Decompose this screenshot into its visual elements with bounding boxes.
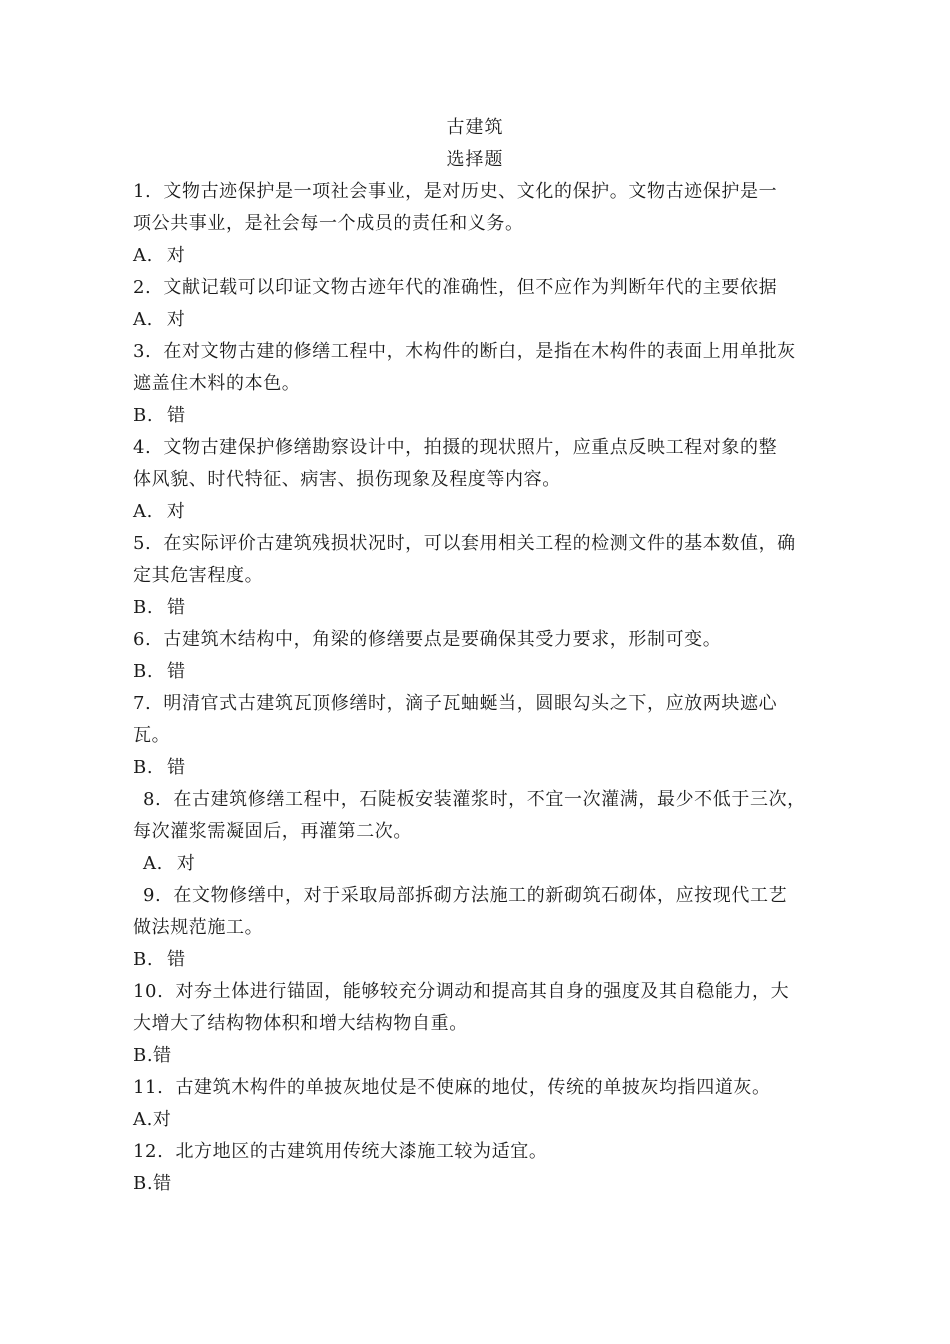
answer-4	[133, 500, 186, 524]
answer-letter: A.	[133, 1109, 153, 1130]
answer-text: 错	[167, 661, 186, 682]
answer-letter: A.	[143, 853, 163, 874]
answer-text: 错	[167, 405, 186, 426]
answer-12	[133, 1172, 172, 1196]
answer-text: 错	[167, 949, 186, 970]
question-number: 8.	[143, 789, 162, 810]
question-number: 3.	[133, 341, 152, 362]
question-9-line-2: 做法规范施工。	[133, 917, 264, 938]
section-heading: 选择题	[446, 149, 504, 170]
question-3-line-2: 遮盖住木料的本色。	[133, 373, 301, 394]
question-1-line-2: 项公共事业，是社会每一个成员的责任和义务。	[133, 213, 524, 234]
answer-letter: B.	[133, 1173, 154, 1194]
answer-7	[133, 756, 186, 780]
question-text: 古建筑木结构中，角梁的修缮要点是要确保其受力要求，形制可变。	[163, 629, 722, 650]
answer-text: 错	[153, 1173, 172, 1194]
question-text: 北方地区的古建筑用传统大漆施工较为适宜。	[175, 1141, 548, 1162]
question-text: 明清官式古建筑瓦顶修缮时，滴子瓦蚰蜒当，圆眼勾头之下，应放两块遮心	[163, 693, 778, 714]
question-10-line-2: 大增大了结构物体积和增大结构物自重。	[133, 1013, 468, 1034]
answer-text: 错	[167, 757, 186, 778]
answer-letter: B.	[133, 597, 154, 618]
question-number: 10.	[133, 981, 164, 1002]
answer-text: 对	[166, 309, 186, 330]
question-3-line-1	[133, 340, 796, 364]
question-number: 11.	[133, 1077, 164, 1098]
document-title: 古建筑	[446, 117, 504, 138]
answer-8	[143, 852, 196, 876]
answer-letter: B.	[133, 1045, 154, 1066]
question-12-line-1	[133, 1140, 547, 1164]
question-11-line-1	[133, 1076, 771, 1100]
answer-text: 对	[176, 853, 196, 874]
answer-text: 对	[166, 501, 186, 522]
question-4-line-1	[133, 436, 777, 460]
question-text: 在文物修缮中，对于采取局部拆砌方法施工的新砌筑石砌体，应按现代工艺	[173, 885, 788, 906]
answer-9	[133, 948, 186, 972]
question-number: 9.	[143, 885, 162, 906]
question-number: 5.	[133, 533, 152, 554]
question-10-line-1	[133, 980, 789, 1004]
question-4-line-2: 体风貌、时代特征、病害、损伤现象及程度等内容。	[133, 469, 561, 490]
answer-6	[133, 660, 186, 684]
answer-text: 错	[153, 1045, 172, 1066]
question-number: 1.	[133, 181, 152, 202]
question-8-line-1	[143, 788, 806, 812]
question-6-line-1	[133, 628, 721, 652]
question-7-line-1	[133, 692, 777, 716]
question-text: 在古建筑修缮工程中，石陡板安装灌浆时，不宜一次灌满，最少不低于三次，	[173, 789, 806, 810]
question-number: 4.	[133, 437, 152, 458]
answer-10	[133, 1044, 172, 1068]
answer-letter: B.	[133, 757, 154, 778]
question-1-line-1	[133, 180, 777, 204]
answer-letter: B.	[133, 405, 154, 426]
answer-letter: B.	[133, 949, 154, 970]
answer-letter: A.	[133, 501, 153, 522]
question-text: 古建筑木构件的单披灰地仗是不使麻的地仗，传统的单披灰均指四道灰。	[175, 1077, 771, 1098]
answer-letter: B.	[133, 661, 154, 682]
question-2-line-1	[133, 276, 777, 300]
question-text: 文物古迹保护是一项社会事业，是对历史、文化的保护。文物古迹保护是一	[163, 181, 778, 202]
answer-text: 对	[152, 1109, 172, 1130]
answer-text: 错	[167, 597, 186, 618]
question-text: 在实际评价古建筑残损状况时，可以套用相关工程的检测文件的基本数值，确	[163, 533, 796, 554]
question-text: 文物古建保护修缮勘察设计中，拍摄的现状照片，应重点反映工程对象的整	[163, 437, 778, 458]
answer-letter: A.	[133, 245, 153, 266]
question-9-line-1	[143, 884, 787, 908]
question-text: 文献记载可以印证文物古迹年代的准确性，但不应作为判断年代的主要依据	[163, 277, 778, 298]
answer-2	[133, 308, 186, 332]
answer-5	[133, 596, 186, 620]
question-text: 在对文物古建的修缮工程中，木构件的断白，是指在木构件的表面上用单批灰	[163, 341, 796, 362]
question-text: 对夯土体进行锚固，能够较充分调动和提高其自身的强度及其自稳能力，大	[175, 981, 790, 1002]
answer-text: 对	[166, 245, 186, 266]
question-number: 7.	[133, 693, 152, 714]
question-number: 12.	[133, 1141, 164, 1162]
question-number: 2.	[133, 277, 152, 298]
answer-3	[133, 404, 186, 428]
question-number: 6.	[133, 629, 152, 650]
question-5-line-1	[133, 532, 796, 556]
question-5-line-2: 定其危害程度。	[133, 565, 264, 586]
answer-1	[133, 244, 186, 268]
answer-11	[133, 1108, 172, 1132]
answer-letter: A.	[133, 309, 153, 330]
question-8-line-2: 每次灌浆需凝固后，再灌第二次。	[133, 821, 412, 842]
question-7-line-2: 瓦。	[133, 725, 171, 746]
